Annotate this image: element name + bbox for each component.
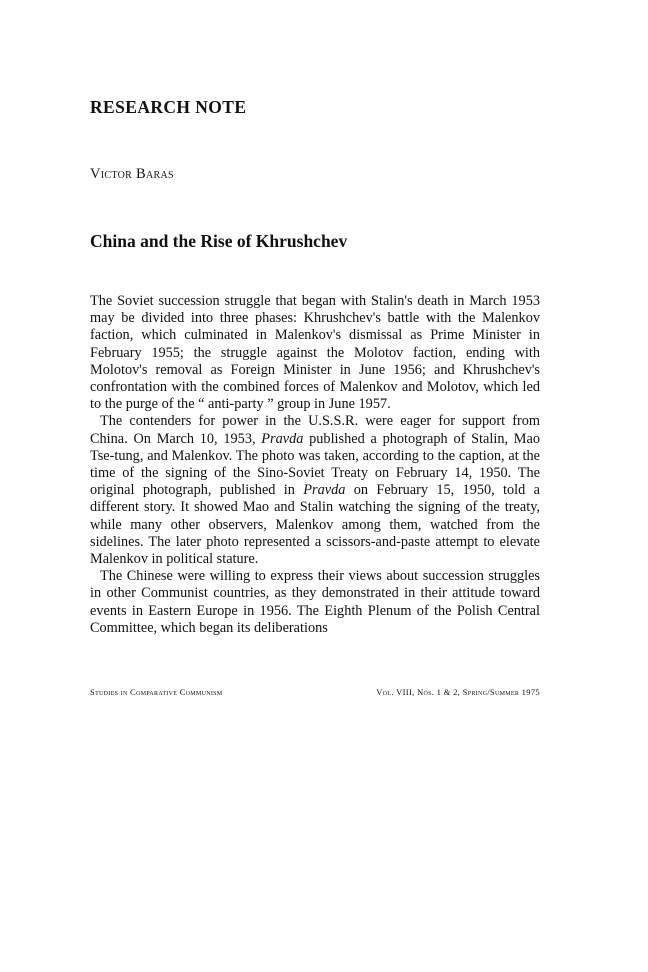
publication-name: Pravda: [261, 430, 304, 447]
paragraph-2-text: on February 15, 1950, told a different story. It showed Mao and Stalin watching the signing of the treaty, while many other observers, Malenkov among them, watched from the sidelines. The later photo represented a scissors-and-paste attempt to elevate Malenkov in political stature.: [90, 482, 540, 568]
author-name: Victor Baras: [90, 166, 174, 182]
article-title: China and the Rise of Khrushchev: [90, 231, 348, 251]
paragraph-2: [90, 413, 540, 568]
volume-info: Vol. VIII, Nos. 1 & 2, Spring/Summer 1975: [376, 687, 540, 697]
publication-name: Pravda: [303, 482, 346, 499]
journal-name: Studies in Comparative Communism: [90, 687, 223, 697]
paragraph-2-text: The contenders for power in the U.S.S.R. were eager for support from China. On March 10, 1953,: [90, 413, 540, 447]
paragraph-2-text: published a photograph of Stalin, Mao Tse-tung, and Malenkov. The photo was taken, according to the caption, at the time of the signing of the Sino-Soviet Treaty on February 14, 1950. The original photograph, published in: [90, 430, 540, 499]
article-body: [90, 293, 540, 637]
page-footer: [90, 687, 540, 697]
section-label: RESEARCH NOTE: [90, 97, 247, 117]
paragraph-3: The Chinese were willing to express their views about succession struggles in other Communist countries, as they demonstrated in their attitude toward events in Eastern Europe in 1956. The Eighth Plenum of the Polish Central Committee, which began its deliberations: [90, 568, 540, 636]
paragraph-1: The Soviet succession struggle that began with Stalin's death in March 1953 may be divided into three phases: Khrushchev's battle with the Malenkov faction, which culminated in Malenkov's dismissal as Prime Minister in February 1955; the struggle against the Molotov faction, ending with Molotov's removal as Foreign Minister in June 1956; and Khrushchev's confrontation with the combined forces of Malenkov and Molotov, which led to the purge of the “ anti-party ” group in June 1957.: [90, 293, 540, 413]
